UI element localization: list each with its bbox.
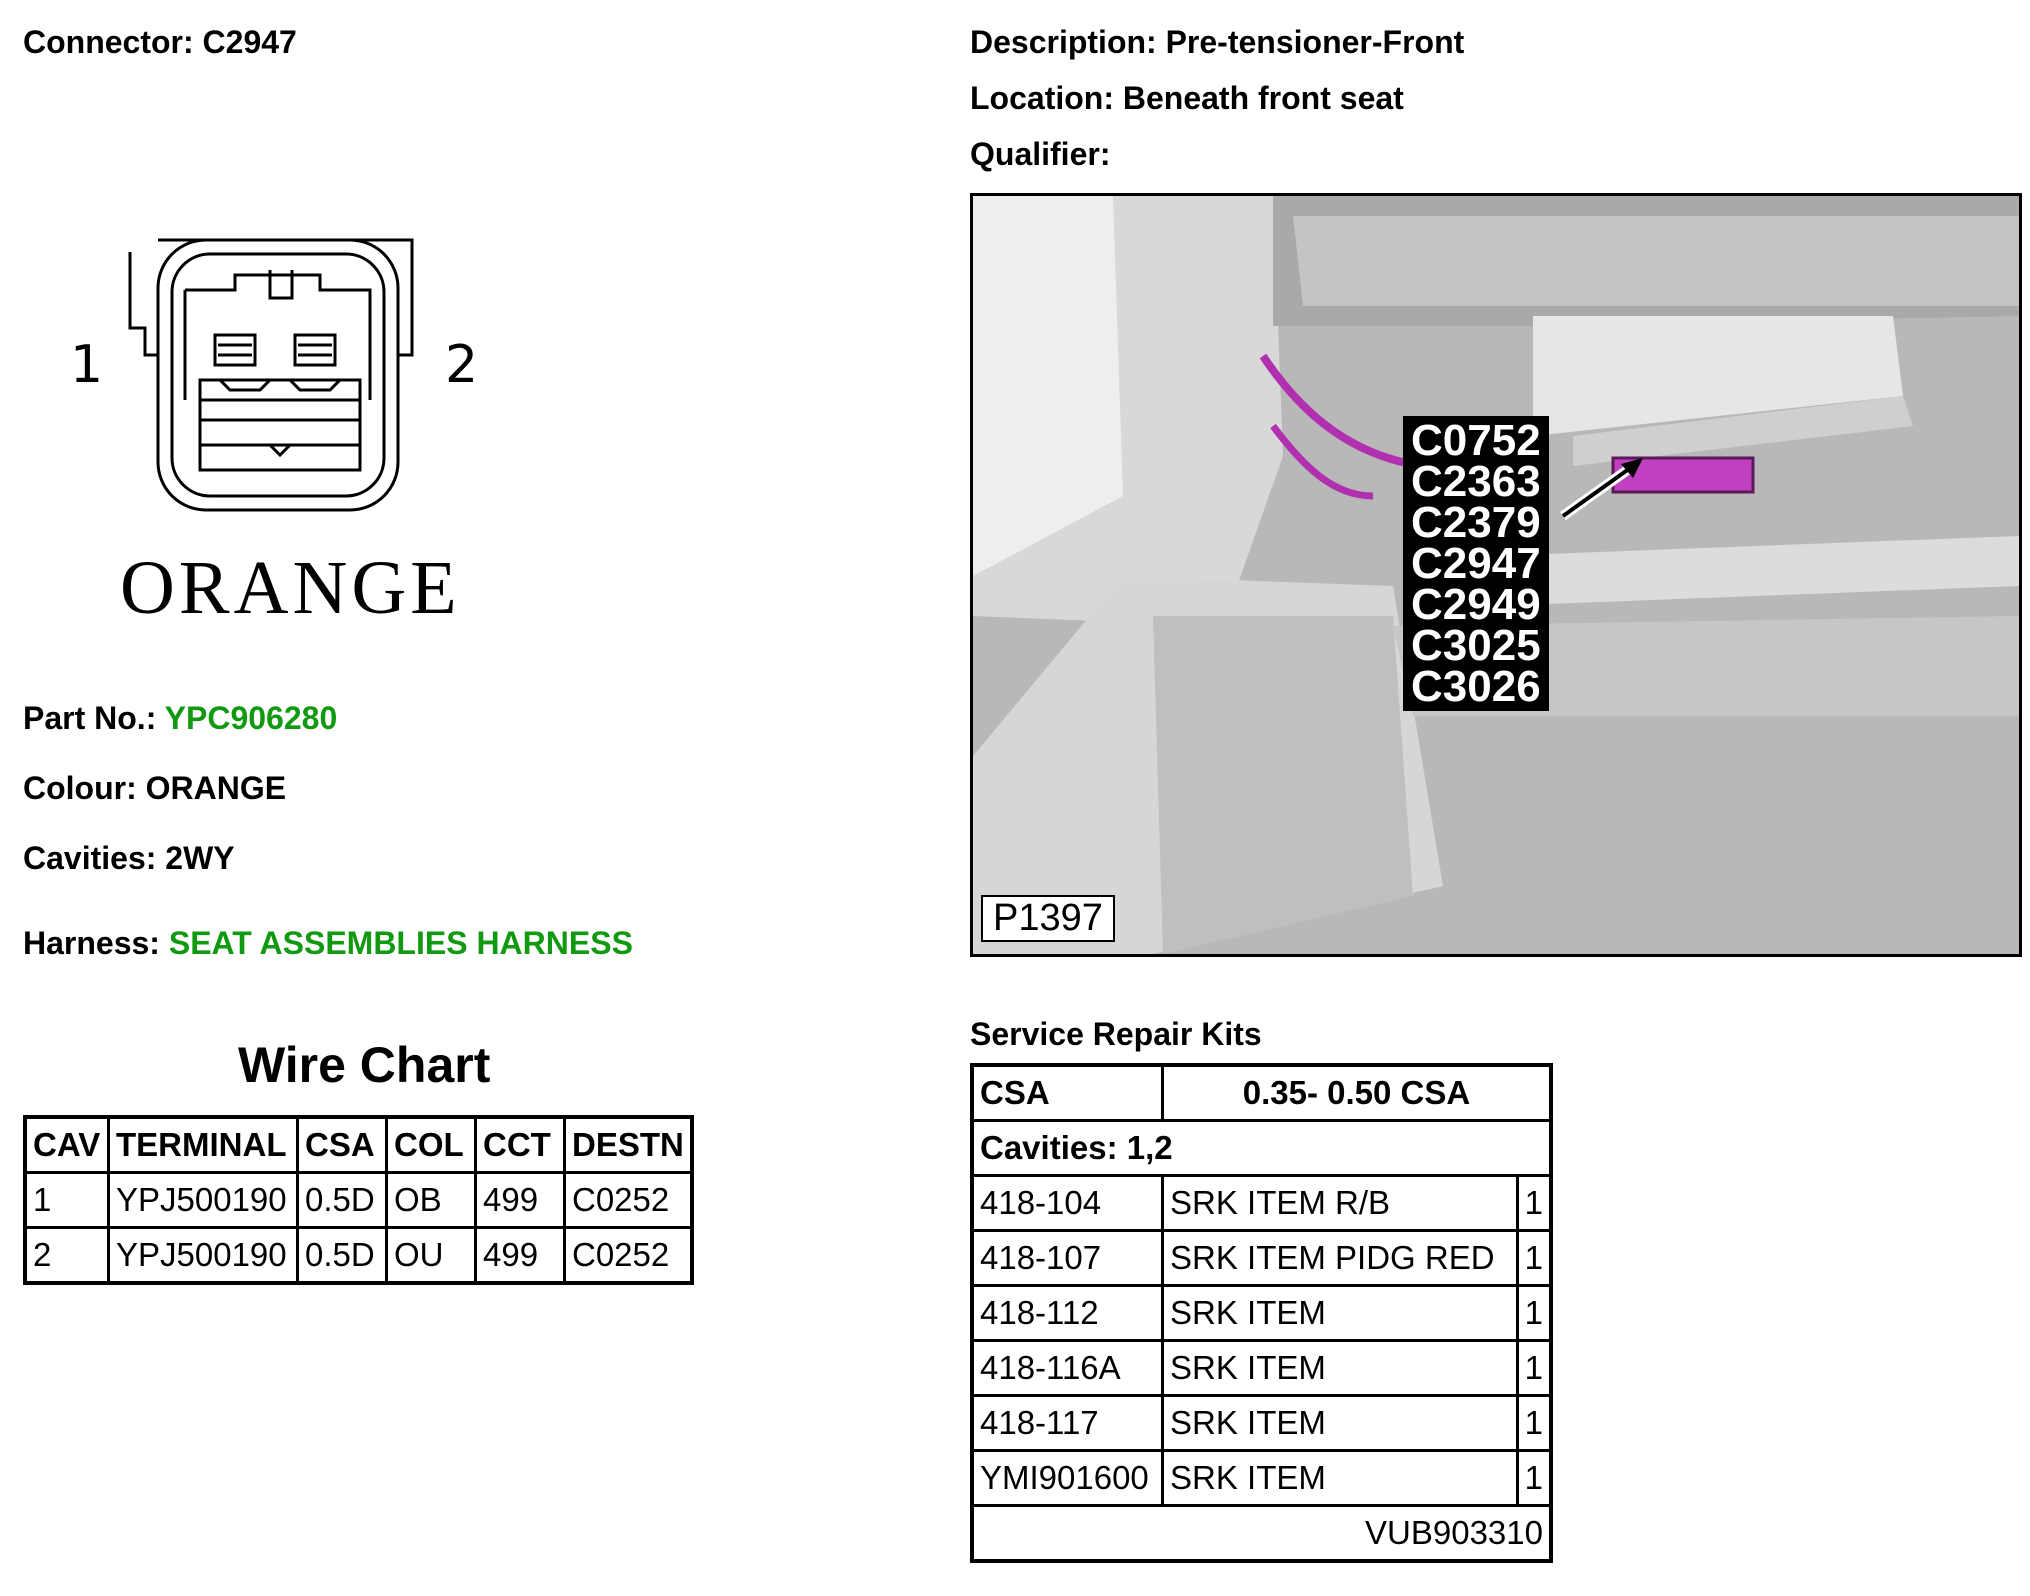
header-terminal: TERMINAL bbox=[109, 1117, 298, 1173]
connector-label: Connector: bbox=[23, 24, 194, 60]
description-value: Pre-tensioner-Front bbox=[1165, 24, 1465, 60]
table-row bbox=[25, 1173, 692, 1228]
cct-cell: 499 bbox=[476, 1173, 565, 1228]
kit-cavities: Cavities: 1,2 bbox=[972, 1121, 1551, 1176]
csa-cell: 0.5D bbox=[298, 1173, 387, 1228]
kit-part-number: 418-104 bbox=[972, 1176, 1163, 1231]
col-cell: OU bbox=[387, 1228, 476, 1284]
photo-connector-id: C2363 bbox=[1411, 457, 1541, 506]
kit-description: SRK ITEM bbox=[1163, 1286, 1518, 1341]
terminal-cell: YPJ500190 bbox=[109, 1228, 298, 1284]
cav-cell: 2 bbox=[25, 1228, 109, 1284]
kit-description: SRK ITEM bbox=[1163, 1396, 1518, 1451]
location-label: Location: bbox=[970, 80, 1114, 116]
kit-qty: 1 bbox=[1517, 1341, 1551, 1396]
location-value: Beneath front seat bbox=[1122, 80, 1404, 116]
pin-1-label: 1 bbox=[70, 335, 104, 395]
cavities-value: 2WY bbox=[165, 840, 235, 876]
service-kits-title: Service Repair Kits bbox=[970, 1016, 1262, 1052]
harness-label: Harness: bbox=[23, 925, 160, 961]
kit-qty: 1 bbox=[1517, 1286, 1551, 1341]
kit-part-number: 418-112 bbox=[972, 1286, 1163, 1341]
kit-description: SRK ITEM bbox=[1163, 1451, 1518, 1506]
cavities-row bbox=[972, 1121, 1551, 1176]
table-row bbox=[972, 1231, 1551, 1286]
header-cav: CAV bbox=[25, 1117, 109, 1173]
col-cell: OB bbox=[387, 1173, 476, 1228]
kit-qty: 1 bbox=[1517, 1396, 1551, 1451]
table-row bbox=[972, 1341, 1551, 1396]
photo-connector-id: C2949 bbox=[1411, 580, 1541, 629]
photo-connector-id: C2379 bbox=[1411, 498, 1541, 547]
qualifier-label: Qualifier: bbox=[970, 136, 1111, 172]
kit-qty: 1 bbox=[1517, 1231, 1551, 1286]
kit-description: SRK ITEM R/B bbox=[1163, 1176, 1518, 1231]
table-row bbox=[972, 1176, 1551, 1231]
description-label: Description: bbox=[970, 24, 1157, 60]
kit-footer-row bbox=[972, 1506, 1551, 1562]
wire-chart-header-row bbox=[25, 1117, 692, 1173]
destn-cell: C0252 bbox=[565, 1228, 693, 1284]
csa-cell: 0.5D bbox=[298, 1228, 387, 1284]
photo-connector-id: C2947 bbox=[1411, 539, 1541, 588]
colour-label: Colour: bbox=[23, 770, 137, 806]
cav-cell: 1 bbox=[25, 1173, 109, 1228]
kit-part-number: 418-107 bbox=[972, 1231, 1163, 1286]
connector-value: C2947 bbox=[202, 24, 297, 60]
photo-connector-list bbox=[1403, 416, 1549, 711]
qualifier-line bbox=[970, 136, 1110, 173]
photo-reference: P1397 bbox=[981, 895, 1115, 942]
kit-qty: 1 bbox=[1517, 1176, 1551, 1231]
header-csa: CSA bbox=[298, 1117, 387, 1173]
kit-description: SRK ITEM PIDG RED bbox=[1163, 1231, 1518, 1286]
colour-line bbox=[23, 770, 286, 807]
kit-part-number: YMI901600 bbox=[972, 1451, 1163, 1506]
connector-face-drawing bbox=[60, 230, 500, 530]
kit-description: SRK ITEM bbox=[1163, 1341, 1518, 1396]
csa-row bbox=[972, 1065, 1551, 1121]
cct-cell: 499 bbox=[476, 1228, 565, 1284]
harness-line bbox=[23, 925, 633, 962]
location-line bbox=[970, 80, 1404, 117]
wire-chart-table bbox=[23, 1115, 694, 1285]
destn-cell: C0252 bbox=[565, 1173, 693, 1228]
kit-part-number: 418-116A bbox=[972, 1341, 1163, 1396]
header-destn: DESTN bbox=[565, 1117, 693, 1173]
table-row bbox=[972, 1396, 1551, 1451]
csa-value: 0.35- 0.50 CSA bbox=[1163, 1065, 1552, 1121]
photo-connector-id: C3025 bbox=[1411, 621, 1541, 670]
kit-footer-number: VUB903310 bbox=[972, 1506, 1551, 1562]
location-photo bbox=[970, 193, 2022, 957]
connector-colour-caption: ORANGE bbox=[120, 546, 461, 630]
connector-line bbox=[23, 24, 297, 61]
terminal-cell: YPJ500190 bbox=[109, 1173, 298, 1228]
part-no-label: Part No.: bbox=[23, 700, 157, 736]
cavities-label: Cavities: bbox=[23, 840, 157, 876]
header-cct: CCT bbox=[476, 1117, 565, 1173]
harness-link[interactable]: SEAT ASSEMBLIES HARNESS bbox=[168, 925, 633, 961]
service-kits-table bbox=[970, 1063, 1553, 1563]
photo-connector-id: C3026 bbox=[1411, 662, 1541, 711]
kit-part-number: 418-117 bbox=[972, 1396, 1163, 1451]
description-line bbox=[970, 24, 1464, 61]
part-no-line bbox=[23, 700, 337, 737]
kit-qty: 1 bbox=[1517, 1451, 1551, 1506]
header-col: COL bbox=[387, 1117, 476, 1173]
table-row bbox=[972, 1451, 1551, 1506]
photo-connector-id: C0752 bbox=[1411, 416, 1541, 465]
cavities-line bbox=[23, 840, 235, 877]
wire-chart-title: Wire Chart bbox=[238, 1037, 491, 1093]
pin-2-label: 2 bbox=[445, 335, 479, 395]
colour-value: ORANGE bbox=[145, 770, 287, 806]
table-row bbox=[972, 1286, 1551, 1341]
part-no-link[interactable]: YPC906280 bbox=[164, 700, 338, 736]
table-row bbox=[25, 1228, 692, 1284]
csa-label: CSA bbox=[972, 1065, 1163, 1121]
